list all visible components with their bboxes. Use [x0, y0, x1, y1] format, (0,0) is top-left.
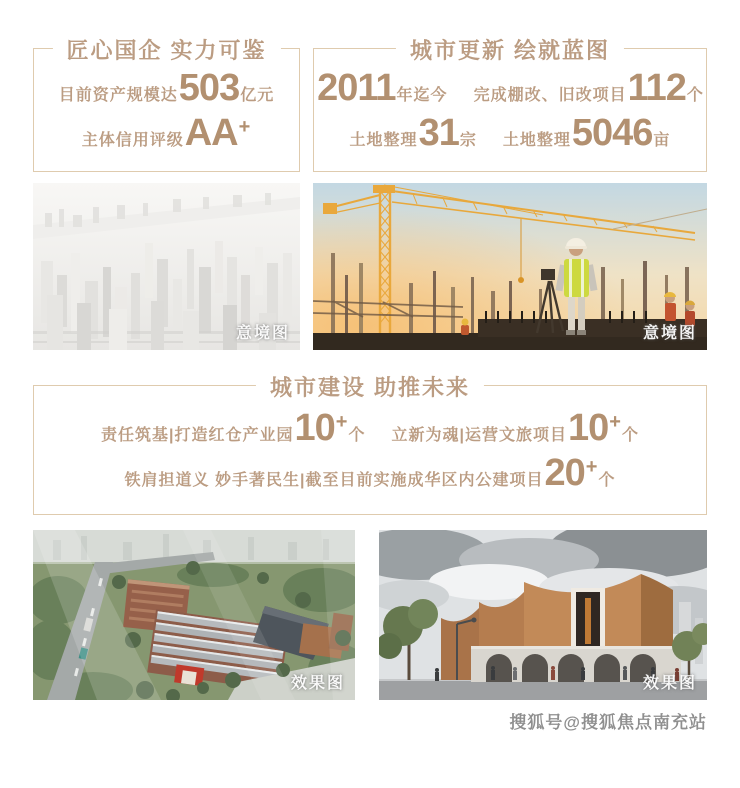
renewal-box: [313, 38, 707, 172]
renewal-line-2: [349, 111, 671, 154]
public-projects-group: [124, 451, 616, 494]
redevelopment-unit: 个: [686, 86, 704, 104]
culture-tourism-label: 立新为魂|运营文旅项目: [391, 426, 567, 444]
construction-watermark: 意境图: [642, 325, 697, 342]
culture-tourism-group: [391, 406, 639, 449]
construction-line-1: [101, 406, 639, 449]
credentials-title: 匠心国企 实力可鉴: [52, 34, 280, 65]
land-plots-value: 31: [418, 111, 459, 154]
renewal-line-1: [316, 66, 704, 109]
redevelopment-label: 完成棚改、旧改项目: [473, 86, 627, 104]
promo-page: [0, 38, 740, 788]
construction-box-row: [33, 375, 707, 515]
land-area-group: [502, 111, 671, 154]
land-plots-group: [349, 111, 477, 154]
city-model-photo: [33, 183, 300, 350]
renewal-title: 城市更新 绘就蓝图: [396, 34, 624, 65]
credit-rating-value: AA: [184, 111, 238, 154]
land-plots-label: 土地整理: [349, 131, 418, 149]
credit-rating-prefix: 主体信用评级: [81, 131, 184, 149]
construction-box: [33, 375, 707, 515]
land-area-value: 5046: [571, 111, 653, 154]
culture-tourism-plus: +: [609, 410, 622, 433]
credentials-box: [33, 38, 300, 172]
industrial-park-value: 10: [294, 406, 335, 449]
asset-scale-line: [58, 66, 275, 109]
public-projects-unit: 个: [598, 471, 616, 489]
redevelopment-value: 112: [627, 66, 686, 109]
building-watermark: 效果图: [642, 675, 697, 692]
asset-scale-value: 503: [178, 66, 240, 109]
construction-line-2: [124, 451, 616, 494]
industrial-park-plus: +: [335, 410, 349, 433]
credit-rating-plus: +: [238, 115, 252, 138]
asset-scale-prefix: 目前资产规模达: [58, 86, 178, 104]
public-projects-plus: +: [585, 455, 599, 478]
credit-rating-line: [81, 111, 252, 154]
aerial-watermark: 效果图: [290, 675, 345, 692]
industrial-park-unit: 个: [348, 426, 366, 444]
land-area-label: 土地整理: [502, 131, 571, 149]
land-plots-unit: 宗: [459, 131, 477, 149]
redevelopment-group: [473, 66, 704, 109]
construction-site-photo: [313, 183, 707, 350]
land-area-unit: 亩: [653, 131, 671, 149]
building-render-photo: [379, 530, 707, 700]
public-projects-value: 20: [544, 451, 585, 494]
aerial-render-photo: [33, 530, 355, 700]
since-year-group: [316, 66, 448, 109]
sohu-watermark: 搜狐号@搜狐焦点南充站: [509, 713, 707, 732]
top-photos-row: [33, 183, 707, 350]
since-year-value: 2011: [317, 66, 396, 109]
construction-title: 城市建设 助推未来: [256, 371, 484, 402]
industrial-park-group: [101, 406, 366, 449]
public-projects-label: 铁肩担道义 妙手著民生|截至目前实施成华区内公建项目: [124, 471, 544, 489]
industrial-park-label: 责任筑基|打造红仓产业园: [101, 426, 294, 444]
render-photos-row: [33, 530, 707, 700]
culture-tourism-unit: 个: [621, 426, 639, 444]
since-year-suffix: 年迄今: [396, 86, 448, 104]
culture-tourism-value: 10: [567, 406, 609, 449]
city-model-watermark: 意境图: [235, 325, 290, 342]
asset-scale-unit: 亿元: [240, 86, 275, 104]
stat-boxes-row: [33, 38, 707, 172]
